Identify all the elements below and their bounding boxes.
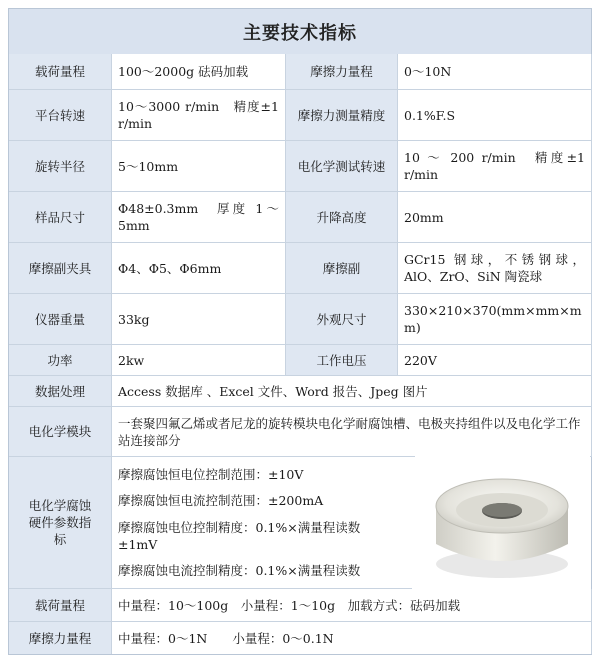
label-lift-height: 升降高度 — [286, 192, 398, 243]
label-ec-test-speed: 电化学测试转速 — [286, 141, 398, 192]
param-potential-accuracy: 摩擦腐蚀电位控制精度：0.1%×满量程读数±1mV — [118, 519, 361, 552]
label-sample-size: 样品尺寸 — [9, 192, 112, 243]
ptfe-corrosion-cell-icon — [415, 456, 590, 588]
param-current-accuracy: 摩擦腐蚀电流控制精度：0.1%×满量程读数 — [118, 563, 361, 579]
value-friction-range: 0～10N — [398, 54, 592, 90]
label-friction-pair: 摩擦副 — [286, 243, 398, 294]
value-rotation-radius: 5～10mm — [112, 141, 286, 192]
value-load-range-2: 中量程：10～100g 小量程：1～10g 加载方式：砝码加载 — [112, 589, 592, 622]
ec-hardware-params — [112, 457, 412, 589]
label-friction-range: 摩擦力量程 — [286, 54, 398, 90]
param-potential-range: 摩擦腐蚀恒电位控制范围：±10V — [118, 466, 304, 482]
label-load-range: 载荷量程 — [9, 54, 112, 90]
label-friction-range-2: 摩擦力量程 — [9, 622, 112, 654]
value-friction-pair: GCr15 钢球，不锈钢球，AlO、ZrO、SiN 陶瓷球 — [398, 243, 592, 294]
value-data-processing: Access 数据库 、Excel 文件、Word 报告、Jpeg 图片 — [112, 376, 592, 407]
value-sample-size: Φ48±0.3mm 厚度 1～5mm — [112, 192, 286, 243]
label-data-processing: 数据处理 — [9, 376, 112, 407]
spec-table — [8, 8, 592, 655]
product-image — [415, 456, 590, 581]
label-voltage: 工作电压 — [286, 345, 398, 376]
label-rotation-radius: 旋转半径 — [9, 141, 112, 192]
value-ec-test-speed: 10 ～ 200 r/min 精度±1 r/min — [398, 141, 592, 192]
value-weight: 33kg — [112, 294, 286, 345]
label-power: 功率 — [9, 345, 112, 376]
value-ec-module: 一套聚四氟乙烯或者尼龙的旋转模块电化学耐腐蚀槽、电极夹持组件以及电化学工作站连接部分 — [112, 407, 592, 457]
value-voltage: 220V — [398, 345, 592, 376]
value-platform-speed: 10～3000 r/min 精度±1 r/min — [112, 90, 286, 141]
label-dimensions: 外观尺寸 — [286, 294, 398, 345]
value-friction-range-2: 中量程：0～1N 小量程：0～0.1N — [112, 622, 592, 654]
label-pair-fixture: 摩擦副夹具 — [9, 243, 112, 294]
value-friction-accuracy: 0.1%F.S — [398, 90, 592, 141]
label-ec-module: 电化学模块 — [9, 407, 112, 457]
label-weight: 仪器重量 — [9, 294, 112, 345]
label-platform-speed: 平台转速 — [9, 90, 112, 141]
label-load-range-2: 载荷量程 — [9, 589, 112, 622]
value-lift-height: 20mm — [398, 192, 592, 243]
value-power: 2kw — [112, 345, 286, 376]
table-title: 主要技术指标 — [9, 9, 591, 55]
value-pair-fixture: Φ4、Φ5、Φ6mm — [112, 243, 286, 294]
label-ec-hardware: 电化学腐蚀硬件参数指标 — [9, 457, 112, 589]
value-dimensions: 330×210×370(mm×mm×mm) — [398, 294, 592, 345]
value-load-range: 100～2000g 砝码加载 — [112, 54, 286, 90]
param-current-range: 摩擦腐蚀恒电流控制范围：±200mA — [118, 493, 324, 509]
label-friction-accuracy: 摩擦力测量精度 — [286, 90, 398, 141]
